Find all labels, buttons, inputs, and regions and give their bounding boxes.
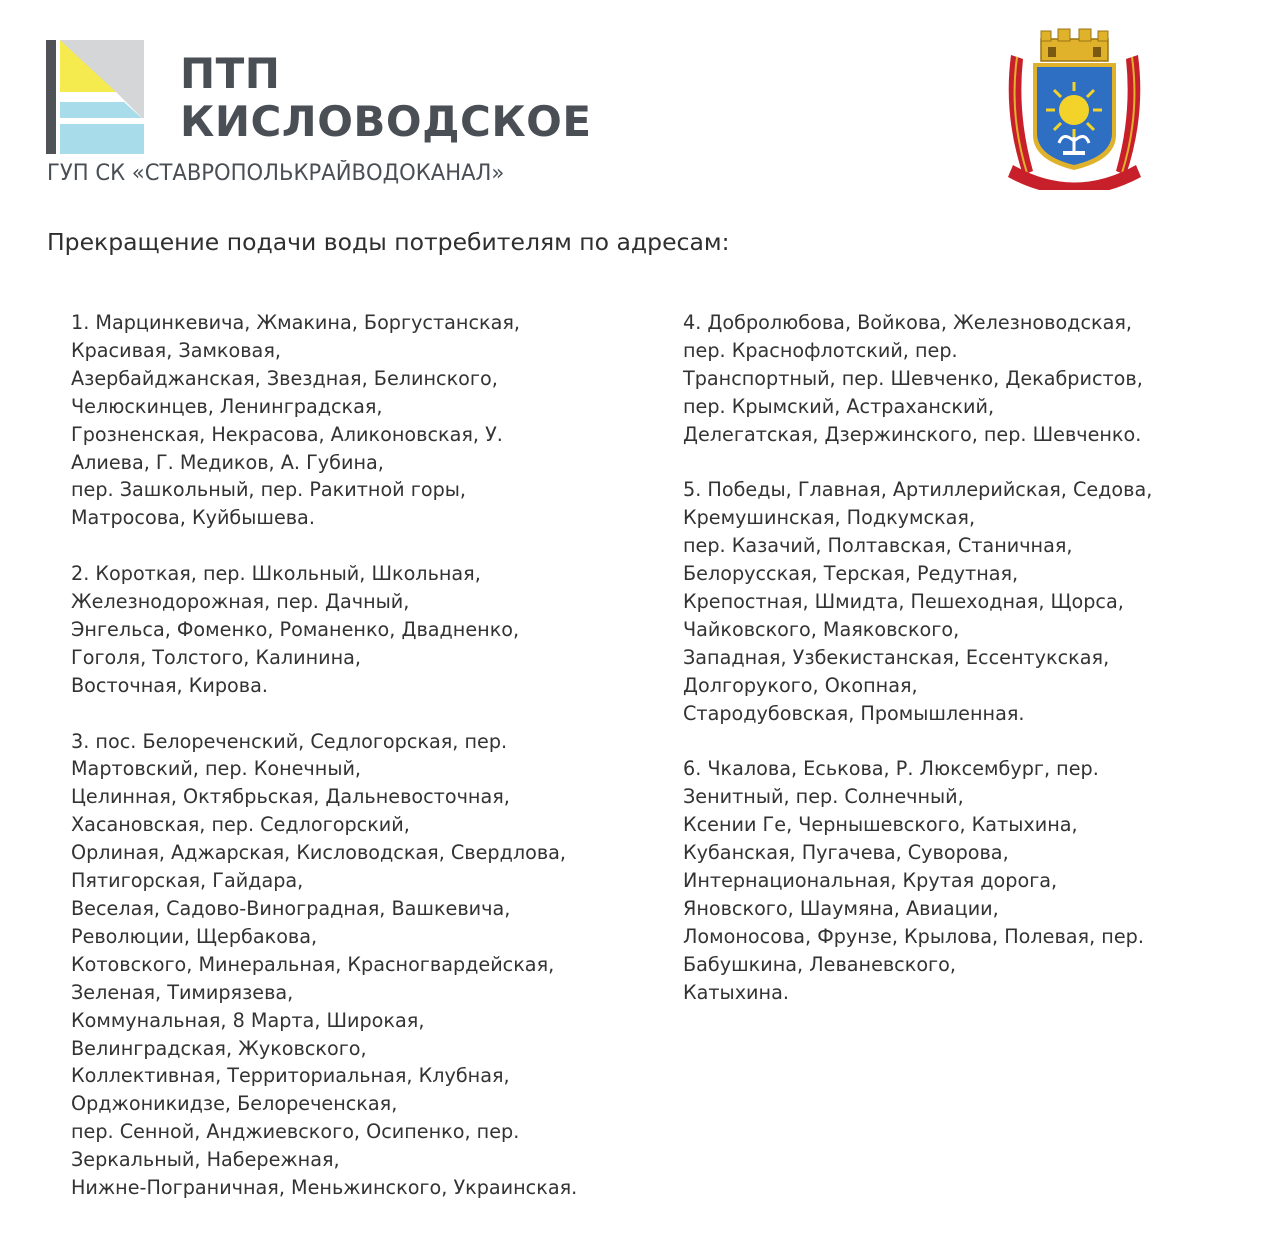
address-line: пер. Краснофлотский, пер. (683, 338, 958, 362)
right-address-column (683, 309, 1263, 1035)
address-line: 2. Короткая, пер. Школьный, Школьная, (71, 562, 481, 586)
address-line: 4. Добролюбова, Войкова, Железноводская, (683, 311, 1132, 334)
coat-of-arms-icon (1003, 25, 1146, 190)
address-line: 1. Марцинкевича, Жмакина, Боргустанская, (71, 311, 520, 334)
address-line: Интернациональная, Крутая дорога, (683, 869, 1058, 893)
address-line: Восточная, Кирова. (71, 673, 268, 697)
address-line: Коллективная, Территориальная, Клубная, (71, 1064, 510, 1088)
address-line: Пятигорская, Гайдара, (71, 869, 304, 893)
address-group (71, 309, 671, 532)
address-line: Катыхина. (683, 980, 789, 1004)
address-line: Долгорукого, Окопная, (683, 673, 918, 697)
address-line: Западная, Узбекистанская, Ессентукская, (683, 645, 1110, 669)
address-line: Белорусская, Терская, Редутная, (683, 562, 1019, 586)
address-line: пер. Сенной, Анджиевского, Осипенко, пер. (71, 1120, 520, 1144)
address-line: Челюскинцев, Ленинградская, (71, 394, 383, 418)
company-logo-icon (46, 40, 144, 154)
address-line: Кубанская, Пугачева, Суворова, (683, 841, 1009, 865)
address-group (683, 309, 1263, 449)
address-line: Мартовский, пер. Конечный, (71, 757, 362, 781)
address-group (683, 755, 1263, 1006)
address-line: Крепостная, Шмидта, Пешеходная, Щорса, (683, 590, 1124, 614)
address-line: Красивая, Замковая, (71, 338, 281, 362)
org-title-line2: КИСЛОВОДСКОЕ (180, 97, 592, 146)
address-line: Чайковского, Маяковского, (683, 617, 960, 641)
address-line: Делегатская, Дзержинского, пер. Шевченко. (683, 422, 1142, 446)
address-line: Целинная, Октябрьская, Дальневосточная, (71, 785, 510, 809)
address-line: Революции, Щербакова, (71, 924, 318, 948)
left-address-column (71, 309, 671, 1230)
address-line: Ломоносова, Фрунзе, Крылова, Полевая, пер. (683, 924, 1144, 948)
address-line: Энгельса, Фоменко, Романенко, Двадненко, (71, 617, 520, 641)
address-line: Велинградская, Жуковского, (71, 1036, 367, 1060)
address-line: Бабушкина, Леваневского, (683, 952, 956, 976)
address-line: Транспортный, пер. Шевченко, Декабристов, (683, 366, 1143, 390)
address-line: пер. Зашкольный, пер. Ракитной горы, (71, 478, 467, 502)
address-line: Кремушинская, Подкумская, (683, 506, 976, 530)
address-line: Орлиная, Аджарская, Кисловодская, Свердлова, (71, 841, 567, 865)
address-line: Алиева, Г. Медиков, А. Губина, (71, 450, 384, 474)
address-line: Веселая, Садово-Виноградная, Вашкевича, (71, 897, 511, 920)
address-line: Азербайджанская, Звездная, Белинского, (71, 366, 498, 390)
address-line: 5. Победы, Главная, Артиллерийская, Седова, (683, 478, 1153, 502)
address-line: Хасановская, пер. Седлогорский, (71, 813, 410, 837)
address-line: Матросова, Куйбышева. (71, 506, 315, 530)
address-line: Яновского, Шаумяна, Авиации, (683, 897, 999, 920)
address-group (71, 560, 671, 700)
address-line: Железнодорожная, пер. Дачный, (71, 590, 410, 614)
address-line: Гоголя, Толстого, Калинина, (71, 645, 362, 669)
address-line: 3. пос. Белореченский, Седлогорская, пер. (71, 729, 508, 753)
address-line: Зеленая, Тимирязева, (71, 980, 294, 1004)
address-line: пер. Казачий, Полтавская, Станичная, (683, 534, 1073, 558)
address-line: Стародубовская, Промышленная. (683, 701, 1025, 725)
address-line: Котовского, Минеральная, Красногвардейская, (71, 952, 555, 976)
address-line: 6. Чкалова, Еськова, Р. Люксембург, пер. (683, 757, 1099, 781)
address-group (71, 728, 671, 1202)
address-group (683, 476, 1263, 727)
address-line: Ксении Ге, Чернышевского, Катыхина, (683, 813, 1078, 837)
address-line: Орджоникидзе, Белореченская, (71, 1092, 398, 1116)
address-line: Коммунальная, 8 Марта, Широкая, (71, 1008, 425, 1032)
address-line: пер. Крымский, Астраханский, (683, 394, 995, 418)
org-title-line1: ПТП (180, 49, 281, 98)
address-line: Зенитный, пер. Солнечный, (683, 785, 964, 809)
address-line: Нижне-Пограничная, Меньжинского, Украинская. (71, 1176, 578, 1200)
page-heading: Прекращение подачи воды потребителям по адресам: (47, 228, 730, 256)
org-title (180, 50, 592, 146)
address-line: Зеркальный, Набережная, (71, 1148, 340, 1172)
address-line: Грозненская, Некрасова, Аликоновская, У. (71, 422, 503, 446)
org-subtitle: ГУП СК «СТАВРОПОЛЬКРАЙВОДОКАНАЛ» (47, 161, 505, 186)
